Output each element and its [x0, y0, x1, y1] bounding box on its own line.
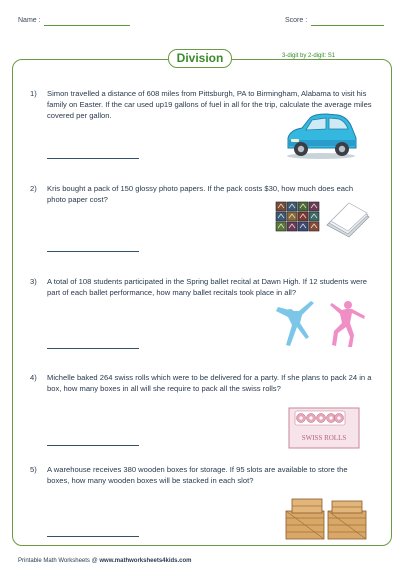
- question-4-text: Michelle baked 264 swiss rolls which were to be delivered for a party. If she plans to pack 24 in a box, how many boxes in all will she require to pack all the swiss rolls?: [47, 373, 372, 394]
- score-label: Score :: [285, 17, 308, 24]
- footer-prefix: Printable Math Worksheets @: [18, 558, 98, 564]
- footer: [18, 558, 192, 564]
- question-5-text: A warehouse receives 380 wooden boxes for storage. If 95 slots are available to store the boxes, how many wooden boxes will be stacked in each slot?: [47, 465, 348, 486]
- name-field-line[interactable]: [44, 25, 130, 26]
- question-2-number: 2): [30, 184, 37, 193]
- score-field-line[interactable]: [311, 25, 384, 26]
- question-2-answer-line[interactable]: [47, 251, 139, 252]
- question-3-text: A total of 108 students participated in the Spring ballet recital at Dawn High. If 12 students were part of each ballet performance, how many ballet recitals took place in all?: [47, 277, 367, 298]
- question-3-number: 3): [30, 277, 37, 286]
- name-label: Name :: [18, 17, 41, 24]
- swiss-rolls-box-label: SWISS ROLLS: [301, 434, 347, 442]
- question-1-answer-line[interactable]: [47, 158, 139, 159]
- worksheet-subtitle: 3-digit by 2-digit: S1: [282, 53, 336, 59]
- photo-papers-icon: [275, 199, 371, 239]
- question-5-number: 5): [30, 465, 37, 474]
- question-1-number: 1): [30, 89, 37, 98]
- question-4-number: 4): [30, 373, 37, 382]
- ballet-dancers-icon: [272, 297, 372, 351]
- question-1-text: Simon travelled a distance of 608 miles from Pittsburgh, PA to Birmingham, Alabama to visit his family on Easter. If the car used up19 gallons of fuel in all for the trip, calculate the average miles covered per gallon.: [47, 89, 372, 121]
- question-4-answer-line[interactable]: [47, 445, 139, 446]
- footer-site-link[interactable]: www.mathworksheets4kids.com: [99, 558, 192, 564]
- swiss-rolls-box-icon: [287, 404, 361, 450]
- wooden-crates-icon: [284, 497, 370, 541]
- question-5-answer-line[interactable]: [47, 536, 139, 537]
- car-icon: [282, 112, 360, 160]
- question-2-text: Kris bought a pack of 150 glossy photo papers. If the pack costs $30, how much does each photo paper cost?: [47, 184, 354, 205]
- question-3-answer-line[interactable]: [47, 348, 139, 349]
- worksheet-title: Division: [168, 49, 232, 68]
